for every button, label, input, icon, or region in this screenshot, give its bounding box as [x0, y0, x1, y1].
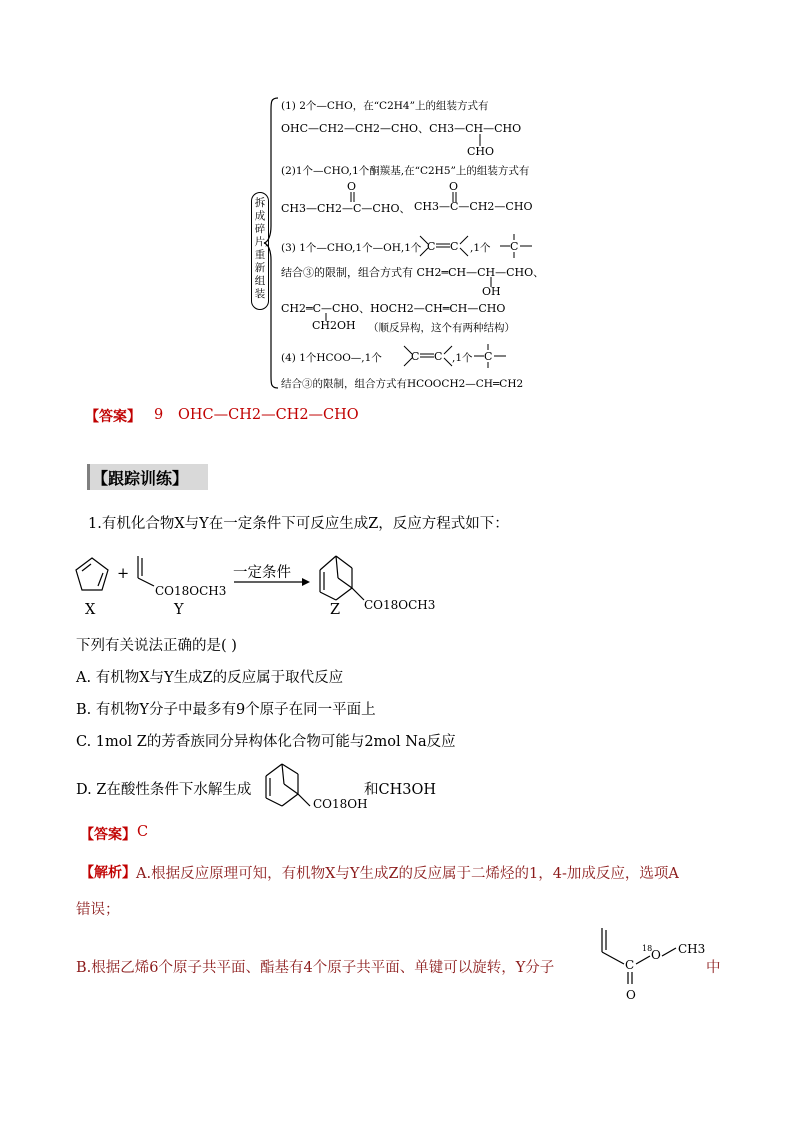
reaction-condition: 一定条件 — [233, 565, 291, 581]
analysis-line3: B.根据乙烯6个原子共平面、酯基有4个原子共平面、单键可以旋转，Y分子 — [76, 960, 555, 976]
label-y: Y — [174, 602, 184, 618]
svg-text:C: C — [484, 350, 493, 363]
alkene-icon — [400, 344, 456, 368]
case4-title-a: (4) 1个HCOO—,1个 — [281, 352, 382, 364]
case4-title-b: ,1个 — [452, 352, 473, 364]
alkene-icon — [416, 234, 472, 258]
z-group: CO18OCH3 — [364, 598, 436, 612]
option-d-end: 和CH3OH — [364, 782, 436, 798]
analysis-tag: 【解析】 — [80, 865, 136, 881]
case3-oh: OH — [482, 285, 501, 298]
molecule-x-icon — [76, 558, 108, 590]
label-z: Z — [330, 602, 341, 618]
case3-note: （顺反异构，这个有两种结构） — [368, 322, 515, 334]
option-c[interactable]: C. 1mol Z的芳香族同分异构体化合物可能与2mol Na反应 — [76, 734, 456, 750]
case1-title: (1) 2个—CHO，在“C2H4”上的组装方式有 — [281, 100, 489, 112]
case2-o-left: O — [347, 180, 357, 193]
svg-text:C: C — [450, 240, 459, 253]
analysis-line3-end: 中 — [706, 960, 721, 976]
case2-line1b: CH3—C—CH2—CHO — [414, 200, 533, 213]
sp3-carbon-icon — [500, 234, 536, 258]
option-a[interactable]: A. 有机物X与Y生成Z的反应属于取代反应 — [76, 670, 344, 686]
section-header — [87, 464, 208, 490]
side-label: 拆成碎片,重新组装 — [251, 192, 269, 310]
case3-title-a: (3) 1个—CHO,1个—OH,1个 — [281, 242, 422, 254]
svg-text:C: C — [434, 350, 443, 363]
question-stem: 1.有机化合物X与Y在一定条件下可反应生成Z，反应方程式如下： — [88, 516, 509, 532]
case4-line1: 结合③的限制，组合方式有HCOOCH2—CH═CH2 — [281, 378, 524, 390]
answer-tag: 【答案】 — [85, 409, 141, 425]
molecule-z-icon — [320, 556, 364, 600]
question-prompt: 下列有关说法正确的是( ) — [76, 638, 237, 654]
plus-sign: + — [117, 566, 130, 582]
answer-value: 9 — [154, 407, 164, 423]
analysis-line2: 错误； — [76, 902, 120, 918]
case1-branch: CHO — [467, 145, 495, 158]
analysis-line1: A.根据反应原理可知，有机物X与Y生成Z的反应属于二烯烃的1，4-加成反应，选项A — [136, 866, 679, 882]
case3-line2: CH2═C—CHO、HOCH2—CH═CH—CHO — [281, 302, 506, 315]
answer-tag: 【答案】 — [80, 827, 136, 843]
section-title: 【跟踪训练】 — [92, 469, 189, 488]
methyl-acrylate-icon — [596, 926, 704, 1006]
mol-o: O — [651, 948, 661, 962]
svg-text:C: C — [411, 350, 420, 363]
case2-title: (2)1个—CHO,1个酮羰基,在“C2H5”上的组装方式有 — [281, 165, 530, 177]
mol-o2: O — [626, 988, 636, 1002]
case1-line1: OHC—CH2—CH2—CHO、CH3—CH—CHO — [281, 122, 522, 135]
option-d[interactable]: D. Z在酸性条件下水解生成 — [76, 782, 252, 798]
svg-text:C: C — [510, 240, 519, 253]
case3-line1: 结合③的限制，组合方式有 CH2═CH—CH—CHO、 — [281, 266, 545, 279]
mol-o18: 18 — [642, 944, 653, 953]
option-b[interactable]: B. 有机物Y分子中最多有9个原子在同一平面上 — [76, 702, 376, 718]
molecule-y-icon — [138, 556, 154, 586]
case2-o-right: O — [449, 180, 459, 193]
case3-ch2oh: CH2OH — [312, 319, 356, 332]
mol-ch3: CH3 — [678, 942, 706, 956]
answer-value: C — [137, 824, 149, 840]
case3-title-b: ,1个 — [470, 242, 491, 254]
label-x: X — [85, 602, 96, 618]
case2-line1a: CH3—CH2—C—CHO、 — [281, 202, 411, 215]
option-d-group: CO18OH — [313, 797, 368, 811]
sp3-carbon-icon — [474, 344, 510, 368]
answer-formula: OHC—CH2—CH2—CHO — [178, 407, 359, 423]
svg-text:C: C — [427, 240, 436, 253]
y-group: CO18OCH3 — [155, 584, 227, 598]
mol-c: C — [625, 958, 635, 972]
